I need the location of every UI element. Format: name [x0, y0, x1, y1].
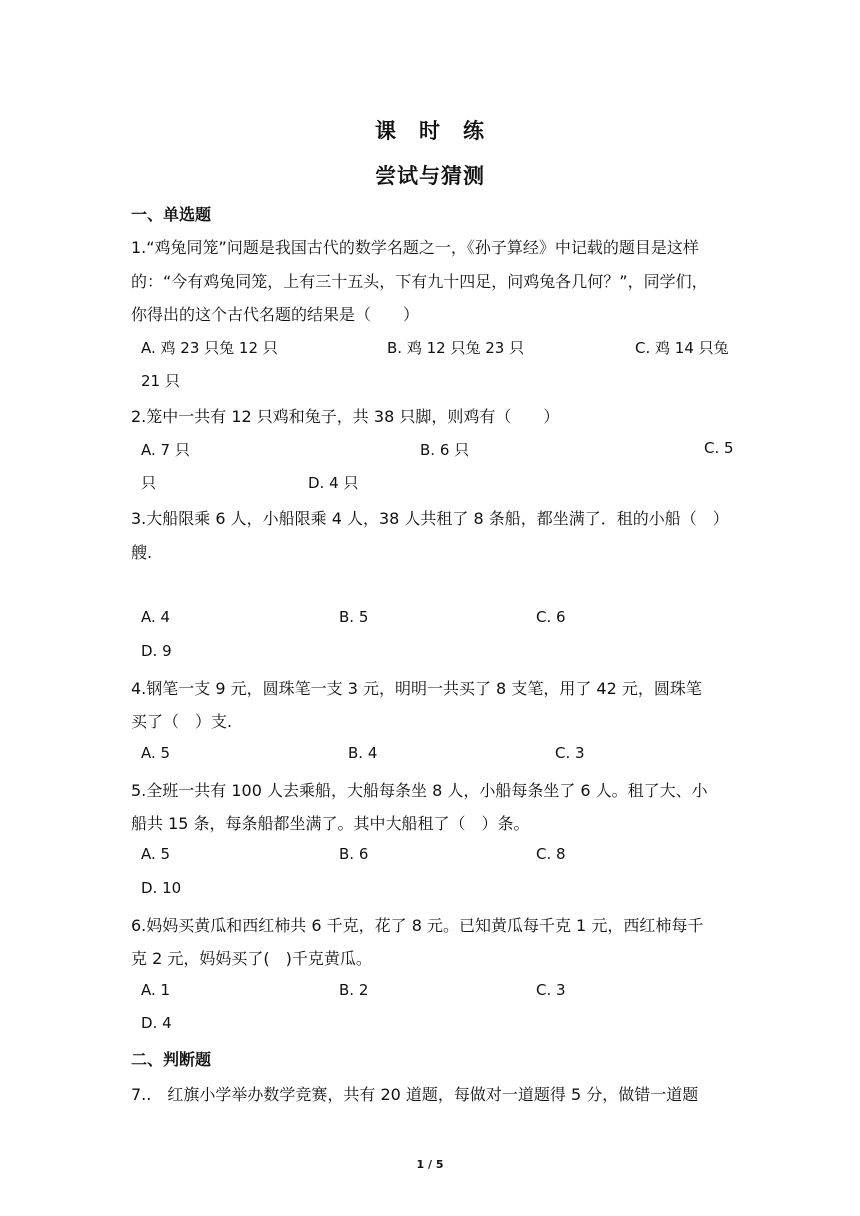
question-2-option-c[interactable]: C. 5: [704, 439, 734, 457]
question-4-option-c[interactable]: C. 3: [555, 744, 585, 762]
question-6-line-2: 克 2 元，妈妈买了( )千克黄瓜。: [131, 949, 372, 968]
question-6-option-d[interactable]: D. 4: [141, 1014, 172, 1032]
question-1-option-c-continued: 21 只: [141, 372, 180, 390]
question-1-option-c[interactable]: C. 鸡 14 只兔: [635, 339, 729, 357]
question-1-option-b[interactable]: B. 鸡 12 只兔 23 只: [387, 339, 525, 357]
question-3-option-c[interactable]: C. 6: [536, 608, 566, 626]
question-3-option-a[interactable]: A. 4: [141, 608, 171, 626]
question-6-option-b[interactable]: B. 2: [339, 981, 369, 999]
question-6-option-a[interactable]: A. 1: [141, 981, 171, 999]
question-6-option-c[interactable]: C. 3: [536, 981, 566, 999]
question-5-option-d[interactable]: D. 10: [141, 879, 182, 897]
page-subtitle: 尝试与猜测: [375, 164, 485, 188]
page-title: 课 时 练: [375, 119, 485, 143]
question-2-option-c-continued: 只: [141, 474, 157, 492]
question-3-option-b[interactable]: B. 5: [339, 608, 369, 626]
question-1-option-a[interactable]: A. 鸡 23 只兔 12 只: [141, 339, 278, 357]
question-4-option-b[interactable]: B. 4: [348, 744, 378, 762]
section-true-false: 二、判断题: [131, 1050, 212, 1069]
question-4-line-1: 4.钢笔一支 9 元，圆珠笔一支 3 元，明明一共买了 8 支笔，用了 42 元，圆珠笔: [131, 679, 702, 698]
question-2-option-a[interactable]: A. 7 只: [141, 441, 190, 459]
question-2-option-b[interactable]: B. 6 只: [420, 441, 470, 459]
question-3-line-1: 3.大船限乘 6 人，小船限乘 4 人，38 人共租了 8 条船，都坐满了．租的小船（ ）: [131, 509, 729, 528]
question-4-option-a[interactable]: A. 5: [141, 744, 171, 762]
question-1-line-2: 的：“今有鸡兔同笼，上有三十五头，下有九十四足，问鸡兔各几何？”，同学们，: [131, 272, 708, 291]
question-5-option-b[interactable]: B. 6: [339, 845, 369, 863]
question-4-line-2: 买了（ ）支.: [131, 712, 233, 731]
question-1-line-1: 1.“鸡兔同笼”问题是我国古代的数学名题之一，《孙子算经》中记载的题目是这样: [131, 238, 699, 257]
question-3-line-2: 艘.: [131, 543, 153, 562]
question-2-line-1: 2.笼中一共有 12 只鸡和兔子，共 38 只脚，则鸡有（ ）: [131, 407, 560, 426]
question-7-line-1: 7.. 红旗小学举办数学竞赛，共有 20 道题，每做对一道题得 5 分，做错一道题: [131, 1085, 699, 1104]
question-3-option-d[interactable]: D. 9: [141, 642, 172, 660]
question-5-option-a[interactable]: A. 5: [141, 845, 171, 863]
question-2-option-d[interactable]: D. 4 只: [308, 474, 359, 492]
section-single-choice: 一、单选题: [131, 205, 212, 224]
question-5-option-c[interactable]: C. 8: [536, 845, 566, 863]
question-1-line-3: 你得出的这个古代名题的结果是（ ）: [131, 305, 420, 324]
question-5-line-2: 船共 15 条，每条船都坐满了。其中大船租了（ ）条。: [131, 814, 530, 833]
page-number: 1 / 5: [416, 1158, 444, 1171]
question-5-line-1: 5.全班一共有 100 人去乘船，大船每条坐 8 人，小船每条坐了 6 人。租了大、小: [131, 781, 708, 800]
question-6-line-1: 6.妈妈买黄瓜和西红柿共 6 千克，花了 8 元。已知黄瓜每千克 1 元，西红柿每千: [131, 916, 704, 935]
